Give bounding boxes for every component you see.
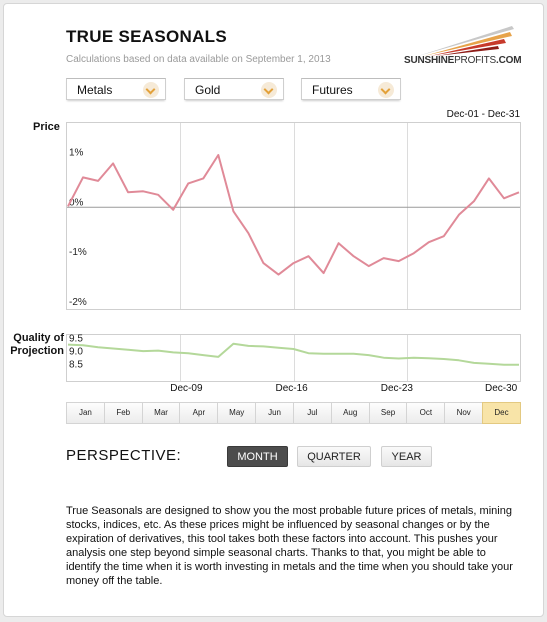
quarter-button[interactable]: QUARTER [297, 446, 371, 467]
month-button[interactable]: MONTH [227, 446, 288, 467]
month-selector [66, 402, 521, 424]
x-axis [66, 383, 521, 397]
month-tab-apr[interactable]: Apr [179, 402, 217, 424]
y-tick-label: 8.5 [69, 359, 83, 371]
description-text: True Seasonals are designed to show you the most probable future prices of metals, mining stocks, indices, etc. As these prices might be influenced by seasonal changes or by the expiration of derivatives, this tool takes both these factors into account. This pushes your analysis one step beyond simple seasonal charts. Thanks to that, you might be able to identify the time when it is worth investing in metals and the time when you should take your money off the table. [66, 505, 513, 587]
month-tab-jul[interactable]: Jul [293, 402, 331, 424]
category-dropdown-value: Metals [77, 83, 113, 97]
price-chart [66, 122, 521, 310]
year-button[interactable]: YEAR [381, 446, 432, 467]
month-tab-nov[interactable]: Nov [444, 402, 482, 424]
y-tick-label: 1% [69, 147, 84, 159]
plot-area [67, 335, 521, 382]
x-tick-label: Dec-30 [485, 383, 518, 394]
x-tick-label: Dec-23 [380, 383, 413, 394]
month-tab-may[interactable]: May [217, 402, 255, 424]
month-tab-feb[interactable]: Feb [104, 402, 142, 424]
data-date-subtitle: Calculations based on data available on September 1, 2013 [66, 54, 331, 65]
month-tab-aug[interactable]: Aug [331, 402, 369, 424]
perspective-label: PERSPECTIVE: [66, 447, 182, 464]
brand-bold: SUNSHINE [404, 55, 455, 66]
quality-chart [66, 334, 521, 382]
price-axis-title: Price [33, 121, 60, 133]
month-tab-mar[interactable]: Mar [142, 402, 180, 424]
month-tab-dec[interactable]: Dec [482, 402, 521, 424]
y-tick-label: 9.0 [69, 346, 83, 358]
instrument-dropdown-value: Futures [312, 83, 353, 97]
month-tab-jun[interactable]: Jun [255, 402, 293, 424]
asset-dropdown-value: Gold [195, 83, 221, 97]
x-tick-label: Dec-16 [275, 383, 308, 394]
page-title: TRUE SEASONALS [66, 27, 227, 46]
x-tick-label: Dec-09 [170, 383, 203, 394]
brand-suffix: .COM [496, 55, 522, 66]
y-tick-label: -2% [69, 297, 87, 308]
chevron-down-icon[interactable] [143, 82, 159, 98]
category-dropdown[interactable] [66, 78, 166, 100]
month-tab-oct[interactable]: Oct [406, 402, 444, 424]
y-tick-label: 0% [69, 197, 84, 209]
y-tick-label: 9.5 [69, 334, 83, 345]
date-range-label: Dec-01 - Dec-31 [446, 109, 520, 120]
quality-axis-title: Quality of Projection [10, 332, 64, 357]
chevron-down-icon[interactable] [261, 82, 277, 98]
month-tab-sep[interactable]: Sep [369, 402, 407, 424]
brand-thin: PROFITS [454, 55, 497, 66]
asset-dropdown[interactable] [184, 78, 284, 100]
month-tab-jan[interactable]: Jan [66, 402, 104, 424]
brand-name [404, 55, 521, 66]
plot-area [67, 123, 521, 310]
chevron-down-icon[interactable] [378, 82, 394, 98]
instrument-dropdown[interactable] [301, 78, 401, 100]
y-tick-label: -1% [69, 247, 87, 259]
